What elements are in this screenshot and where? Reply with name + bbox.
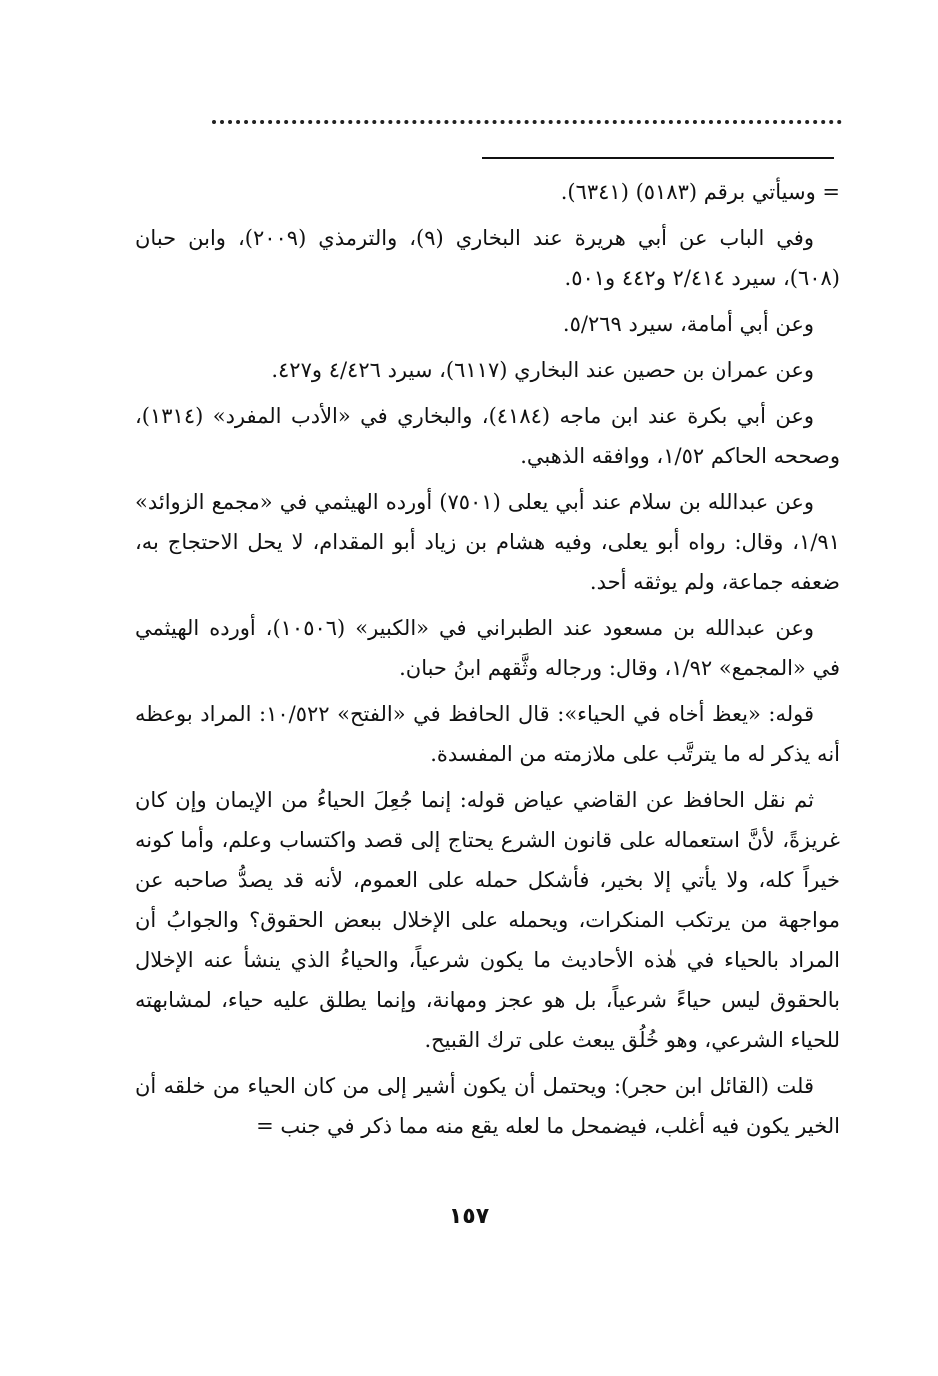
footnote-paragraph: قوله: «يعظ أخاه في الحياء»: قال الحافظ في «الفتح» ١٠/٥٢٢: المراد بوعظه أنه يذكر له ما يترتَّب على ملازمته من المفسدة.: [135, 702, 840, 766]
footnote-paragraph: وعن أبي أمامة، سيرد ٥/٢٦٩.: [562, 312, 814, 336]
footnote-paragraph: قلت (القائل ابن حجر): ويحتمل أن يكون أشير إلى من كان الحياء من خلقه أن الخير يكون فيه أغلب، فيضمحل ما لعله يقع منه مما ذكر في جنب =: [135, 1074, 840, 1138]
footnote-paragraph: وعن عبدالله بن مسعود عند الطبراني في «الكبير» (١٠٥٠٦)، أورده الهيثمي في «المجمع» ١/٩٢، وقال: ورجاله وثَّقهم ابنُ حبان.: [135, 616, 840, 680]
footnote-paragraph: وعن أبي بكرة عند ابن ماجه (٤١٨٤)، والبخاري في «الأدب المفرد» (١٣١٤)، وصححه الحاكم ١/٥٢، ووافقه الذهبي.: [135, 404, 840, 468]
page-number: ١٥٧: [448, 1204, 490, 1229]
footnote-paragraph: وعن عمران بن حصين عند البخاري (٦١١٧)، سيرد ٤/٤٢٦ و٤٢٧.: [271, 358, 814, 382]
footnote-text: [135, 172, 840, 1152]
dotted-separator: [212, 120, 842, 132]
footnote-paragraph: وفي الباب عن أبي هريرة عند البخاري (٩)، والترمذي (٢٠٠٩)، وابن حبان (٦٠٨)، سيرد ٢/٤١٤ و٤٤٢ و٥٠١.: [135, 226, 840, 290]
footnote-paragraph: ثم نقل الحافظ عن القاضي عياض قوله: إنما جُعِلَ الحياءُ من الإيمان وإن كان غريزةً، لأنَّ استعماله على قانون الشرع يحتاج إلى قصد واكتساب وعلم، وأما كونه خيراً كله، ولا يأتي إلا بخير، فأشكل حمله على العموم، لأنه قد يصدُّ صاحبه عن مواجهة من يرتكب المنكرات، ويحمله على الإخلال ببعض الحقوق؟ والجوابُ أن المراد بالحياء في هٰذه الأحاديث ما يكون شرعياً، والحياءُ الذي ينشأ عنه الإخلال بالحقوق ليس حياءً شرعياً، بل هو عجز ومهانة، وإنما يطلق عليه حياء، لمشابهته للحياء الشرعي، وهو خُلُق يبعث على ترك القبيح.: [135, 788, 840, 1052]
footnote-paragraph: = وسيأتي برقم (٥١٨٣) (٦٣٤١).: [560, 180, 840, 204]
footnote-rule: [482, 157, 834, 159]
footnote-paragraph: وعن عبدالله بن سلام عند أبي يعلى (٧٥٠١) أورده الهيثمي في «مجمع الزوائد» ١/٩١، وقال: رواه أبو يعلى، وفيه هشام بن زياد أبو المقدام، لا يحل الاحتجاج به، ضعفه جماعة، ولم يوثقه أحد.: [135, 490, 840, 594]
